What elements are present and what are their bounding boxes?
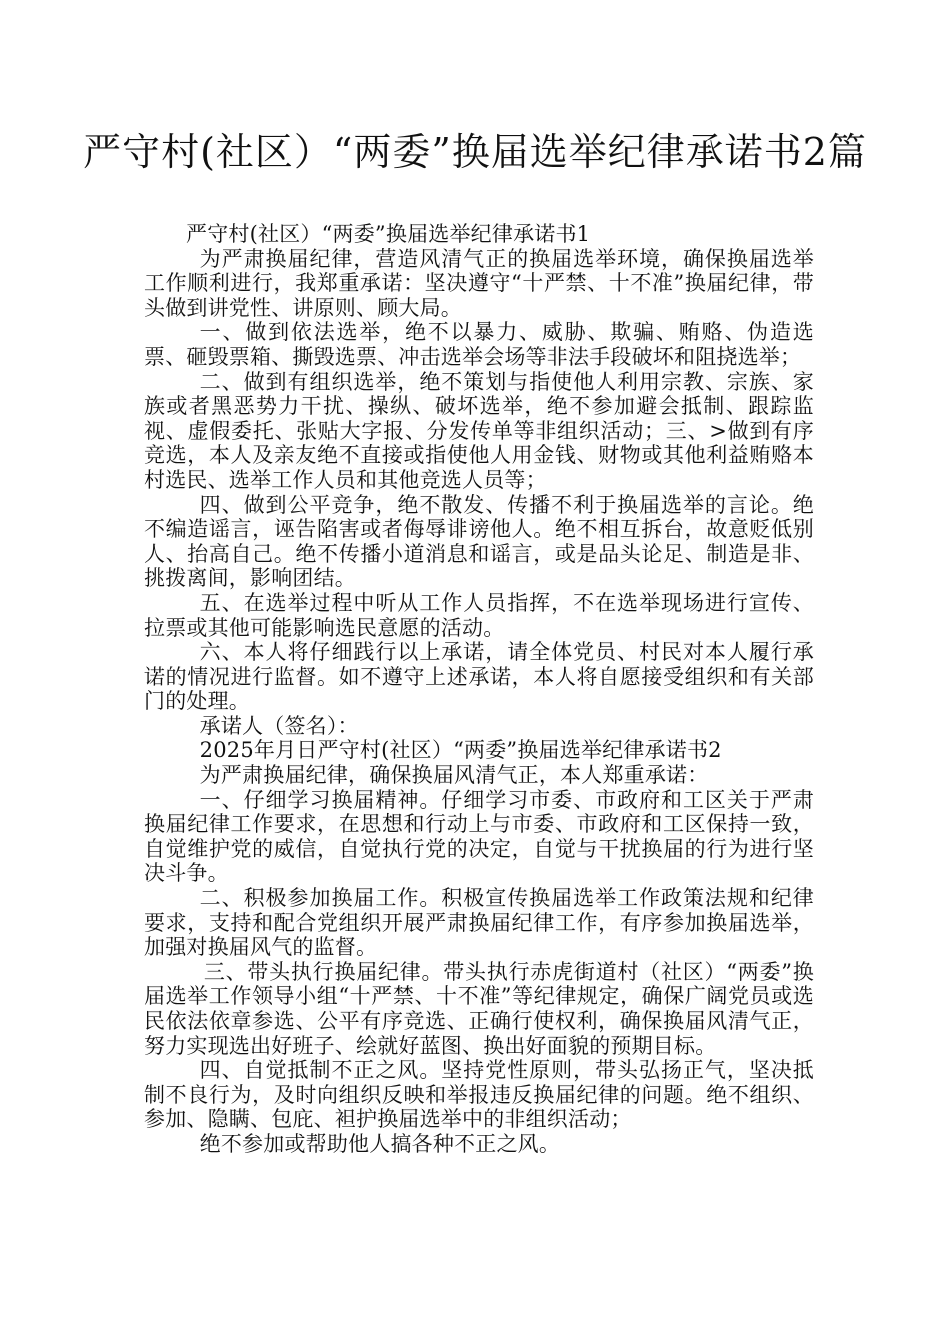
signature-line: 承诺人（签名）： bbox=[199, 713, 359, 738]
document-title: 严守村(社区）“两委”换届选举纪律承诺书2篇 bbox=[83, 130, 867, 174]
section-heading-1: 严守村(社区）“两委”换届选举纪律承诺书1 bbox=[186, 222, 591, 246]
paragraph: 四、做到公平竞争，绝不散发、传播不利于换届选举的言论。绝不编造谣言，诬告陷害或者侮辱诽谤他人。绝不相互拆台，故意贬低别人、抬高自己。绝不传播小道消息和谣言，或是品头论足、制造是非、挑拨离间，影响团结。 bbox=[144, 492, 814, 591]
paragraph: 一、做到依法选举，绝不以暴力、威胁、欺骗、贿赂、伪造选票、砸毁票箱、撕毁选票、冲击选举会场等非法手段破坏和阻挠选举； bbox=[144, 320, 814, 369]
document-body bbox=[144, 222, 814, 1157]
paragraph: 二、积极参加换届工作。积极宣传换届选举工作政策法规和纪律要求，支持和配合党组织开展严肃换届纪律工作，有序参加换届选举，加强对换届风气的监督。 bbox=[144, 886, 814, 960]
date-and-section-heading-2: 2025年月日严守村(社区）“两委”换届选举纪律承诺书2 bbox=[199, 738, 722, 763]
paragraph: 为严肃换届纪律，确保换届风清气正，本人郑重承诺： bbox=[199, 763, 709, 788]
paragraph: 五、在选举过程中听从工作人员指挥，不在选举现场进行宣传、拉票或其他可能影响选民意愿的活动。 bbox=[144, 590, 814, 640]
paragraph: 绝不参加或帮助他人搞各种不正之风。 bbox=[199, 1131, 561, 1156]
paragraph: 三、带头执行换届纪律。带头执行赤虎街道村（社区）“两委”换届选举工作领导小组“十严禁、十不准”等纪律规定，确保广阔党员或选民依法依章参选、公平有序竞选、正确行使权利，确保换届风清气正，努力实现选出好班子、绘就好蓝图、换出好面貌的预期目标。 bbox=[144, 959, 814, 1058]
paragraph: 一、仔细学习换届精神。仔细学习市委、市政府和工区关于严肃换届纪律工作要求，在思想和行动上与市委、市政府和工区保持一致，自觉维护党的威信，自觉执行党的决定，自觉与干扰换届的行为进行坚决斗争。 bbox=[144, 787, 814, 886]
paragraph: 二、做到有组织选举，绝不策划与指使他人利用宗教、宗族、家族或者黑恶势力干扰、操纵、破坏选举，绝不参加避会抵制、跟踪监视、虚假委托、张贴大字报、分发传单等非组织活动；三、>做到有序竞选，本人及亲友绝不直接或指使他人用金钱、财物或其他利益贿赂本村选民、选举工作人员和其他竞选人员等； bbox=[144, 369, 814, 492]
paragraph: 四、自觉抵制不正之风。坚持党性原则，带头弘扬正气，坚决抵制不良行为，及时向组织反映和举报违反换届纪律的问题。绝不组织、参加、隐瞒、包庇、袒护换届选举中的非组织活动； bbox=[144, 1058, 814, 1132]
paragraph: 为严肃换届纪律，营造风清气正的换届选举环境，确保换届选举工作顺利进行，我郑重承诺：坚决遵守“十严禁、十不准”换届纪律，带头做到讲党性、讲原则、顾大局。 bbox=[144, 246, 814, 320]
paragraph: 六、本人将仔细践行以上承诺，请全体党员、村民对本人履行承诺的情况进行监督。如不遵守上述承诺，本人将自愿接受组织和有关部门的处理。 bbox=[144, 640, 814, 714]
